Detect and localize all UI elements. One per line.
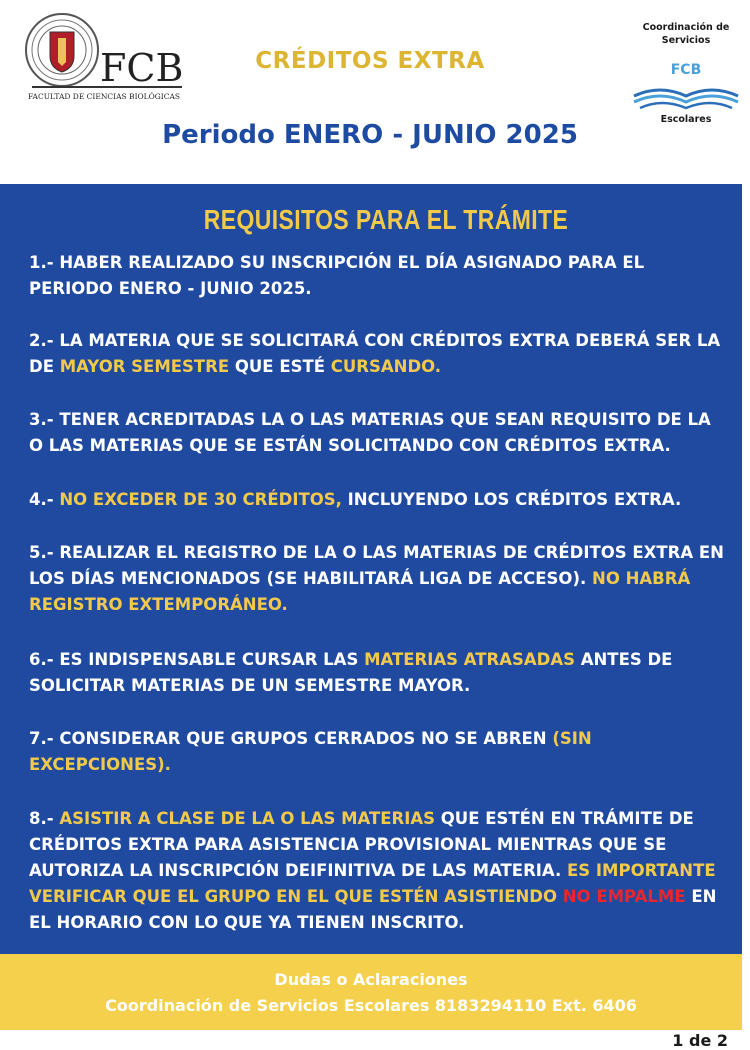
requirement-text-segment: NO HABRÁ REGISTRO EXTEMPORÁNEO. (29, 569, 691, 614)
requirement-text-segment: ES IMPORTANTE VERIFICAR QUE EL GRUPO EN EL QUE ESTÉN ASISTIENDO (29, 861, 716, 906)
requirement-text-segment: 2.- LA MATERIA QUE SE SOLICITARÁ CON CRÉDITOS EXTRA DEBERÁ SER LA DE (29, 331, 721, 376)
requirement-text-segment: ANTES DE SOLICITAR MATERIAS DE UN SEMESTRE MAYOR. (29, 650, 673, 695)
requirement-text-segment: 6.- ES INDISPENSABLE CURSAR LAS (29, 650, 365, 669)
requirement-text-segment: 8.- (29, 809, 60, 828)
requirement-text-segment: QUE ESTÉ (229, 357, 331, 376)
requirement-item (29, 328, 729, 380)
logo-right-top: Coordinación de (642, 22, 730, 33)
logo-right-middle: Servicios (661, 35, 711, 46)
requirement-text-segment: 4.- (29, 490, 60, 509)
requirement-text-segment: NO EMPALME (562, 887, 686, 906)
requirement-text-segment: 1.- HABER REALIZADO SU INSCRIPCIÓN EL DÍA ASIGNADO PARA EL PERIODO ENERO - JUNIO 2025. (29, 253, 645, 298)
requirement-text-segment: EN EL HORARIO CON LO QUE YA TIENEN INSCRITO. (29, 887, 717, 932)
requirement-text-segment: QUE ESTÉN EN TRÁMITE DE CRÉDITOS EXTRA PARA ASISTENCIA PROVISIONAL MIENTRAS QUE SE AUTORIZA LA INSCRIPCIÓN DEIFINITIVA DE LAS MATERIA. (29, 809, 694, 880)
open-book-icon (630, 78, 742, 118)
page-number: 1 de 2 (672, 1031, 728, 1050)
requirement-text-segment: ASISTIR A CLASE DE LA O LAS MATERIAS (59, 809, 436, 828)
requirement-text-segment: INCLUYENDO LOS CRÉDITOS EXTRA. (341, 490, 682, 509)
requirement-item (29, 726, 729, 778)
requirement-item (29, 806, 729, 936)
requirement-item (29, 407, 729, 459)
requirement-text-segment: CURSANDO. (330, 357, 442, 376)
footer-heading: Dudas o Aclaraciones (274, 970, 468, 989)
requirement-item (29, 647, 729, 699)
requirement-text-segment: MAYOR SEMESTRE (59, 357, 230, 376)
requirement-text-segment: MATERIAS ATRASADAS (364, 650, 575, 669)
requirement-item (29, 540, 729, 618)
logo-left-text: FCB (100, 46, 184, 90)
page-header (0, 0, 750, 184)
servicios-escolares-logo (630, 16, 748, 128)
period-subtitle: Periodo ENERO - JUNIO 2025 (162, 120, 578, 150)
requirement-item (29, 487, 729, 513)
logo-left-caption: FACULTAD DE CIENCIAS BIOLÓGICAS (28, 92, 181, 101)
requirement-text-segment: 5.- REALIZAR EL REGISTRO DE LA O LAS MATERIAS DE CRÉDITOS EXTRA EN LOS DÍAS MENCIONADOS (SE HABILITARÁ LIGA DE ACCESO). (29, 543, 724, 588)
footer-contact: Coordinación de Servicios Escolares 8183294110 Ext. 6406 (105, 996, 637, 1015)
requirements-title: REQUISITOS PARA EL TRÁMITE (203, 204, 569, 235)
fcb-logo (24, 12, 184, 104)
requirement-text-segment: 3.- TENER ACREDITADAS LA O LAS MATERIAS QUE SEAN REQUISITO DE LA O LAS MATERIAS QUE SE ESTÁN SOLICITANDO CON CRÉDITOS EXTRA. (29, 410, 711, 455)
logo-right-bottom: Escolares (660, 114, 712, 125)
logo-right-badge: FCB (670, 62, 702, 78)
requirement-text-segment: (SIN EXCEPCIONES). (29, 729, 592, 774)
contact-footer (0, 954, 742, 1030)
requirement-text-segment: 7.- CONSIDERAR QUE GRUPOS CERRADOS NO SE ABREN (29, 729, 553, 748)
requirement-item (29, 250, 729, 302)
page-title: CRÉDITOS EXTRA (255, 48, 485, 74)
requirements-panel (0, 184, 742, 954)
requirement-text-segment: NO EXCEDER DE 30 CRÉDITOS, (59, 490, 342, 509)
